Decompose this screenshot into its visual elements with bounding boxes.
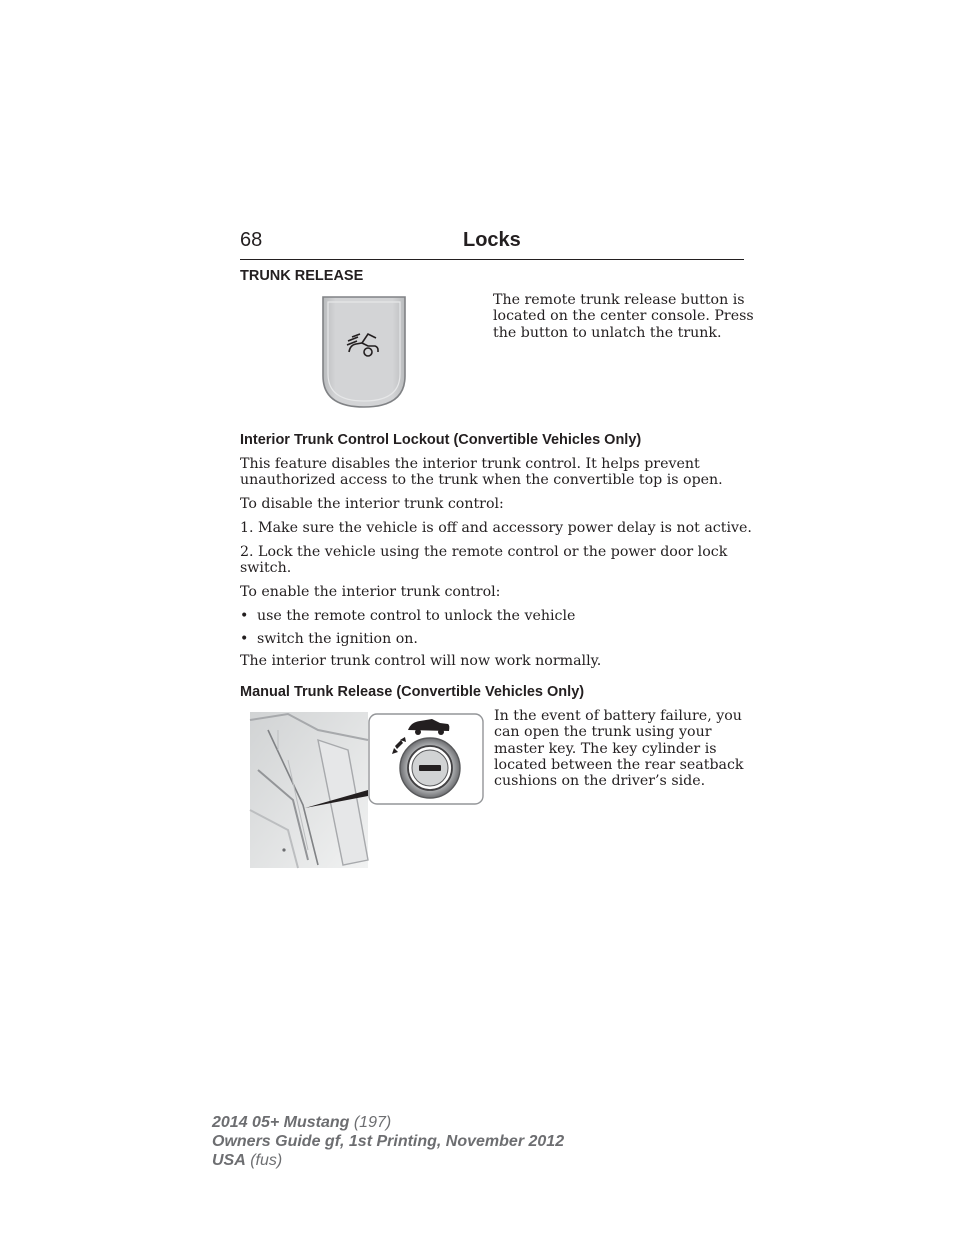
- section-heading-lockout: Interior Trunk Control Lockout (Convertible Vehicles Only): [240, 432, 642, 448]
- key-cylinder-illustration: [248, 710, 488, 870]
- section-heading-manual-release: Manual Trunk Release (Convertible Vehicles Only): [240, 684, 585, 700]
- section-heading-trunk-release: TRUNK RELEASE: [240, 268, 364, 284]
- lockout-intro: This feature disables the interior trunk control. It helps prevent unauthorized access to the trunk when the convertible top is open.: [240, 456, 723, 489]
- step-1: 1. Make sure the vehicle is off and accessory power delay is not active.: [240, 520, 752, 536]
- header-rule: [240, 259, 744, 260]
- footer-line-2: Owners Guide gf, 1st Printing, November 2012: [212, 1133, 565, 1150]
- bullet-glyph: •: [240, 631, 249, 647]
- bullet-item: • switch the ignition on.: [240, 631, 418, 647]
- chapter-title: Locks: [463, 229, 521, 251]
- trunk-release-button-illustration: [318, 294, 410, 410]
- lockout-closing: The interior trunk control will now work normally.: [240, 653, 602, 669]
- enable-label: To enable the interior trunk control:: [240, 584, 501, 600]
- manual-release-description: In the event of battery failure, you can open the trunk using your master key. The key cylinder is located between the rear seatback cushions on the driver’s side.: [494, 708, 744, 790]
- bullet-item: • use the remote control to unlock the vehicle: [240, 608, 576, 624]
- footer-line-1: 2014 05+ Mustang (197): [212, 1114, 392, 1131]
- step-2: 2. Lock the vehicle using the remote control or the power door lock switch.: [240, 544, 728, 577]
- disable-label: To disable the interior trunk control:: [240, 496, 504, 512]
- bullet-glyph: •: [240, 608, 249, 624]
- page-number: 68: [240, 229, 263, 251]
- footer-line-3: USA (fus): [212, 1152, 283, 1169]
- trunk-release-description: The remote trunk release button is located on the center console. Press the button to unlatch the trunk.: [493, 292, 754, 341]
- footer: [212, 1113, 564, 1170]
